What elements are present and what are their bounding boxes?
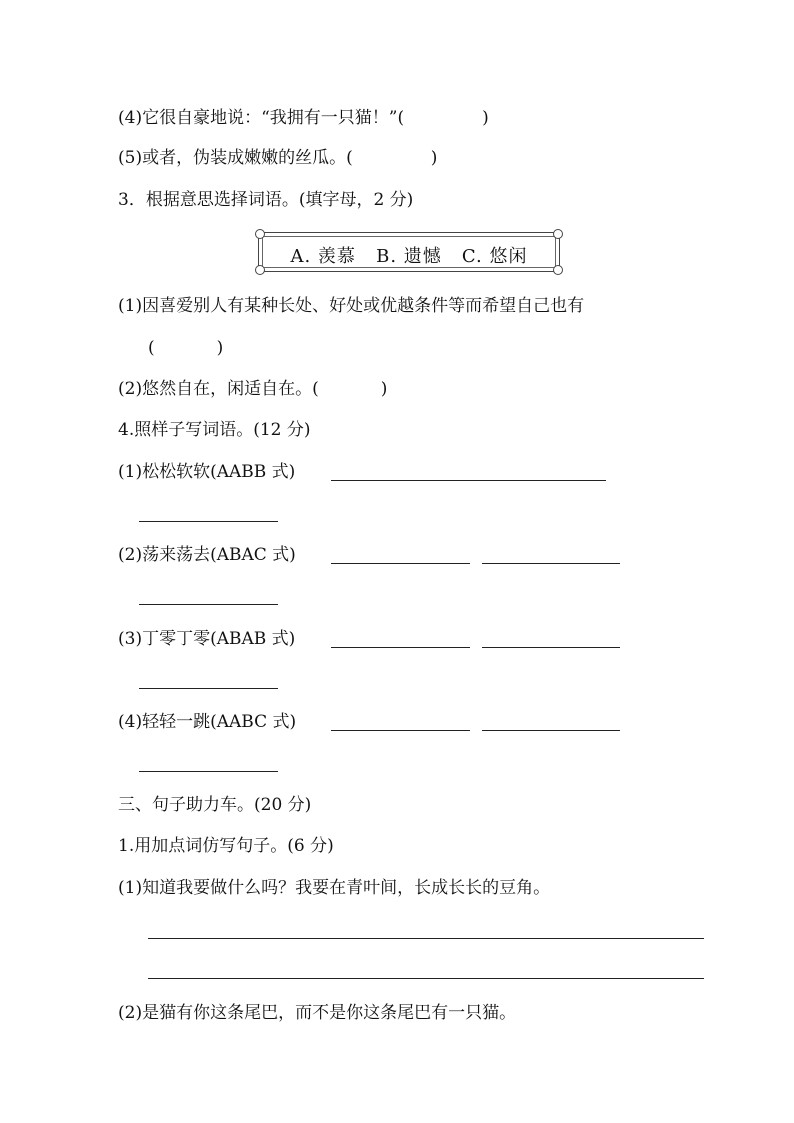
section-3-q2-text: (2)悠然自在，闲适自在。( xyxy=(118,379,319,399)
write-line[interactable] xyxy=(139,604,278,605)
write-line[interactable] xyxy=(331,730,470,731)
write-line[interactable] xyxy=(148,938,704,939)
write-line[interactable] xyxy=(139,771,278,772)
write-line[interactable] xyxy=(331,563,470,564)
question-4-line xyxy=(118,107,489,129)
section-4-q4-text: (4)轻轻一跳(AABC 式) xyxy=(118,712,297,732)
close-paren: ) xyxy=(216,338,224,358)
section-3-title: 3．根据意思选择词语。(填字母，2 分) xyxy=(118,190,414,210)
question-5-text: (5)或者，伪装成嫩嫩的丝瓜。( xyxy=(118,148,353,168)
section-4-q1-text: (1)松松软软(AABB 式) xyxy=(118,462,296,482)
write-line[interactable] xyxy=(331,647,470,648)
close-paren: ) xyxy=(482,108,489,128)
section-4-title: 4.照样子写词语。(12 分) xyxy=(118,420,311,440)
box-corner-ornament xyxy=(553,229,563,239)
box-corner-ornament xyxy=(255,229,265,239)
word-options-box xyxy=(258,232,560,272)
write-line[interactable] xyxy=(139,688,278,689)
part-3-sub1-title: 1.用加点词仿写句子。(6 分) xyxy=(118,836,334,856)
question-5-line xyxy=(118,147,437,169)
part-3-title: 三、句子助力车。(20 分) xyxy=(118,795,312,815)
section-4-q2-text: (2)荡来荡去(ABAC 式) xyxy=(118,545,296,565)
part-3-sub1-q2-text: (2)是猫有你这条尾巴，而不是你这条尾巴有一只猫。 xyxy=(118,1003,517,1023)
write-line[interactable] xyxy=(331,480,606,481)
question-4-text: (4)它很自豪地说：“我拥有一只猫！”( xyxy=(118,108,405,128)
section-4-q3-text: (3)丁零丁零(ABAB 式) xyxy=(118,629,296,649)
section-3-q1-text: (1)因喜爱别人有某种长处、好处或优越条件等而希望自己也有 xyxy=(118,296,585,316)
write-line[interactable] xyxy=(482,563,620,564)
part-3-sub1-q1-text: (1)知道我要做什么吗？我要在青叶间，长成长长的豆角。 xyxy=(118,878,551,898)
close-paren: ) xyxy=(380,379,388,399)
open-paren: ( xyxy=(148,338,155,358)
word-options-text: A. 羡慕 B. 遗憾 C. 悠闲 xyxy=(290,246,528,267)
section-3-q2-line xyxy=(118,378,387,400)
close-paren: ) xyxy=(430,148,438,168)
write-line[interactable] xyxy=(148,978,704,979)
write-line[interactable] xyxy=(139,521,278,522)
section-3-q1-answer xyxy=(148,337,223,359)
write-line[interactable] xyxy=(482,730,620,731)
write-line[interactable] xyxy=(482,647,620,648)
